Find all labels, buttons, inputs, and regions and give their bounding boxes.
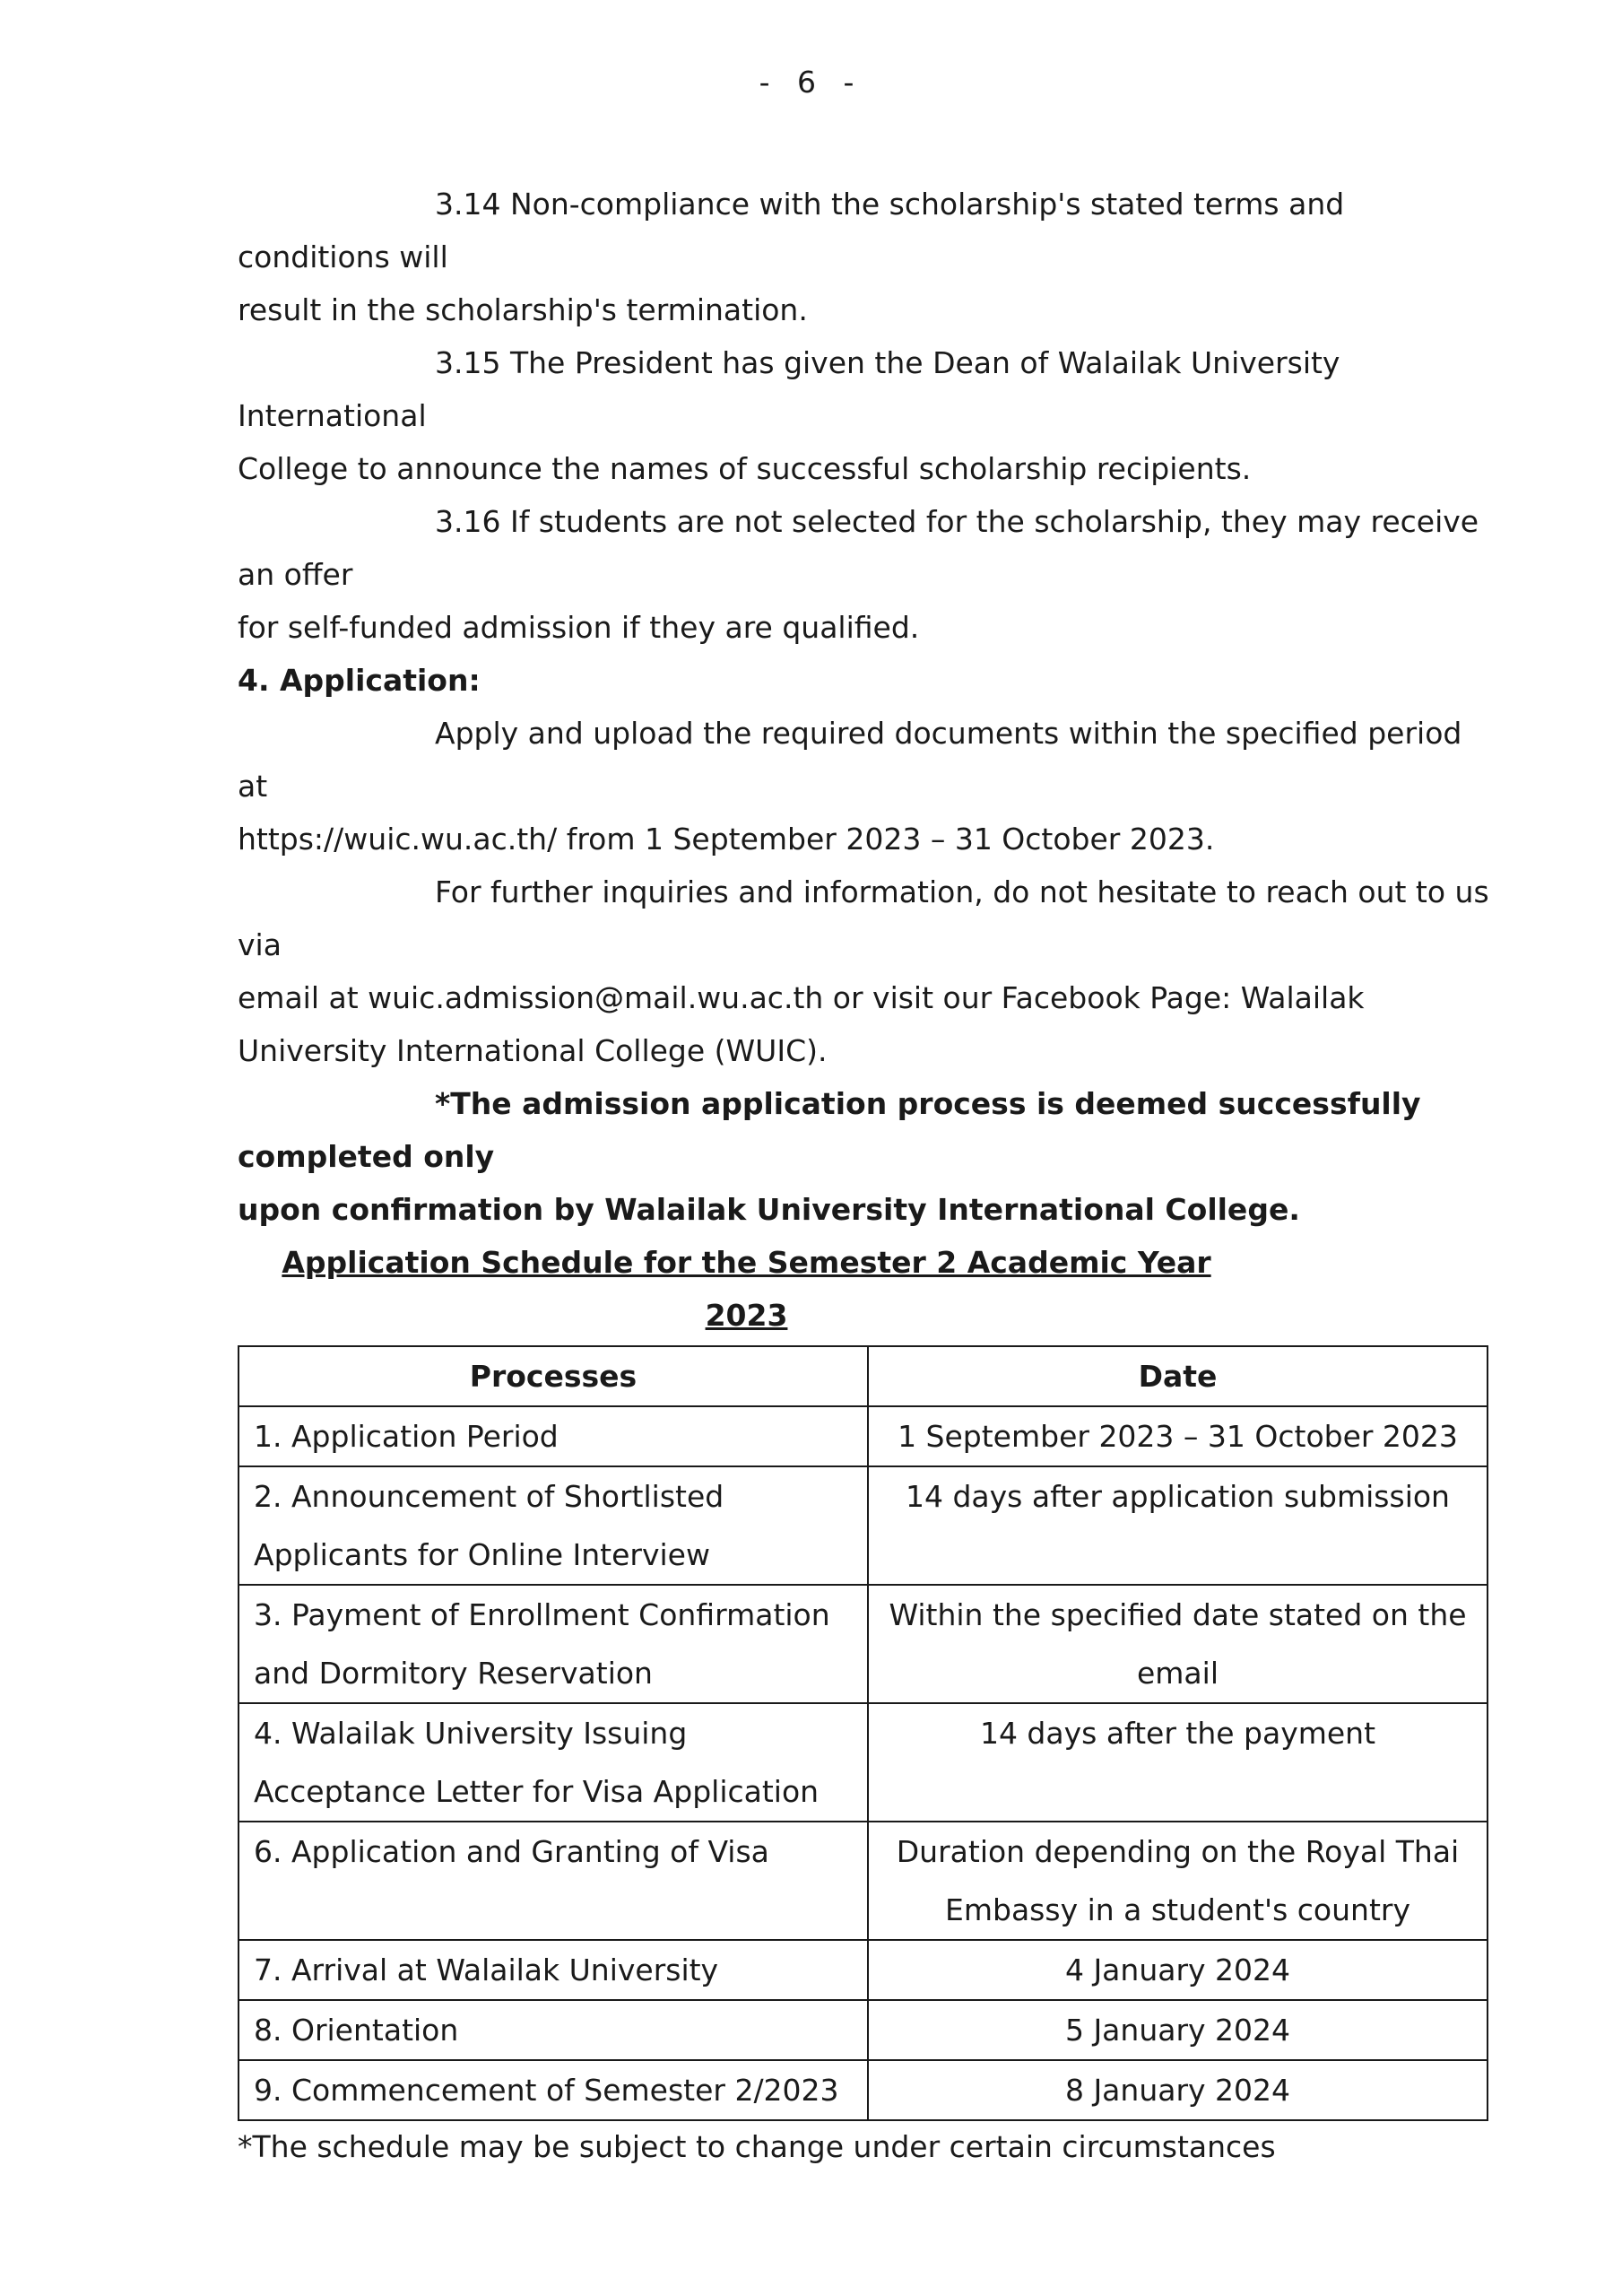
date-cell: 14 days after the payment	[868, 1703, 1488, 1822]
table-row	[239, 1940, 1488, 2000]
date-cell: 8 January 2024	[868, 2060, 1488, 2120]
contact-info	[238, 865, 1497, 1077]
process-cell: 4. Walailak University Issuing Acceptance Letter for Visa Application	[239, 1703, 868, 1822]
application-instructions	[238, 707, 1497, 865]
clause-text-line: College to announce the names of successful scholarship recipients.	[238, 451, 1252, 486]
process-cell: 9. Commencement of Semester 2/2023	[239, 2060, 868, 2120]
table-row	[239, 1406, 1488, 1466]
clause-text-line: 3.15 The President has given the Dean of Walailak University International	[238, 345, 1340, 433]
table-row	[239, 1703, 1488, 1822]
notice-text-line: upon confirmation by Walailak University International College.	[238, 1192, 1300, 1227]
schedule-table	[238, 1345, 1488, 2121]
clause-3-16	[238, 495, 1497, 654]
process-cell: 2. Announcement of Shortlisted Applicants for Online Interview	[239, 1466, 868, 1585]
process-cell: 6. Application and Granting of Visa	[239, 1822, 868, 1940]
process-cell: 1. Application Period	[239, 1406, 868, 1466]
process-cell: 8. Orientation	[239, 2000, 868, 2060]
table-row	[239, 1585, 1488, 1703]
completion-notice	[238, 1077, 1497, 1236]
date-cell: 1 September 2023 – 31 October 2023	[868, 1406, 1488, 1466]
clause-text-line: 3.14 Non-compliance with the scholarship's stated terms and conditions will	[238, 187, 1345, 274]
table-header-row	[239, 1346, 1488, 1406]
contact-text-line: email at wuic.admission@mail.wu.ac.th or visit our Facebook Page: Walailak University International College (WUIC).	[238, 980, 1365, 1068]
date-cell: 4 January 2024	[868, 1940, 1488, 2000]
schedule-note: *The schedule may be subject to change under certain circumstances	[238, 2129, 1276, 2164]
clause-3-15	[238, 336, 1497, 495]
date-cell: Duration depending on the Royal Thai Embassy in a student's country	[868, 1822, 1488, 1940]
clause-text-line: result in the scholarship's termination.	[238, 292, 808, 327]
table-row	[239, 1822, 1488, 1940]
page-number: - 6 -	[759, 65, 863, 100]
section-heading-application: 4. Application:	[238, 663, 481, 698]
instruction-text-line: Apply and upload the required documents within the specified period at	[238, 716, 1462, 804]
notice-text-line: *The admission application process is deemed successfully completed only	[238, 1086, 1421, 1174]
instruction-text-line: https://wuic.wu.ac.th/ from 1 September 2023 – 31 October 2023.	[238, 822, 1215, 857]
header-date: Date	[868, 1346, 1488, 1406]
schedule-title: Application Schedule for the Semester 2 Academic Year 2023	[282, 1245, 1211, 1333]
process-cell: 3. Payment of Enrollment Confirmation and Dormitory Reservation	[239, 1585, 868, 1703]
process-cell: 7. Arrival at Walailak University	[239, 1940, 868, 2000]
table-row	[239, 2000, 1488, 2060]
clause-text-line: 3.16 If students are not selected for the scholarship, they may receive an offer	[238, 504, 1479, 592]
date-cell: 14 days after application submission	[868, 1466, 1488, 1585]
date-cell: Within the specified date stated on the email	[868, 1585, 1488, 1703]
contact-text-line: For further inquiries and information, do not hesitate to reach out to us via	[238, 874, 1489, 962]
date-cell: 5 January 2024	[868, 2000, 1488, 2060]
table-row	[239, 2060, 1488, 2120]
table-row	[239, 1466, 1488, 1585]
document-body	[238, 178, 1497, 2172]
header-processes: Processes	[239, 1346, 868, 1406]
clause-text-line: for self-funded admission if they are qualified.	[238, 610, 920, 645]
clause-3-14	[238, 178, 1497, 336]
